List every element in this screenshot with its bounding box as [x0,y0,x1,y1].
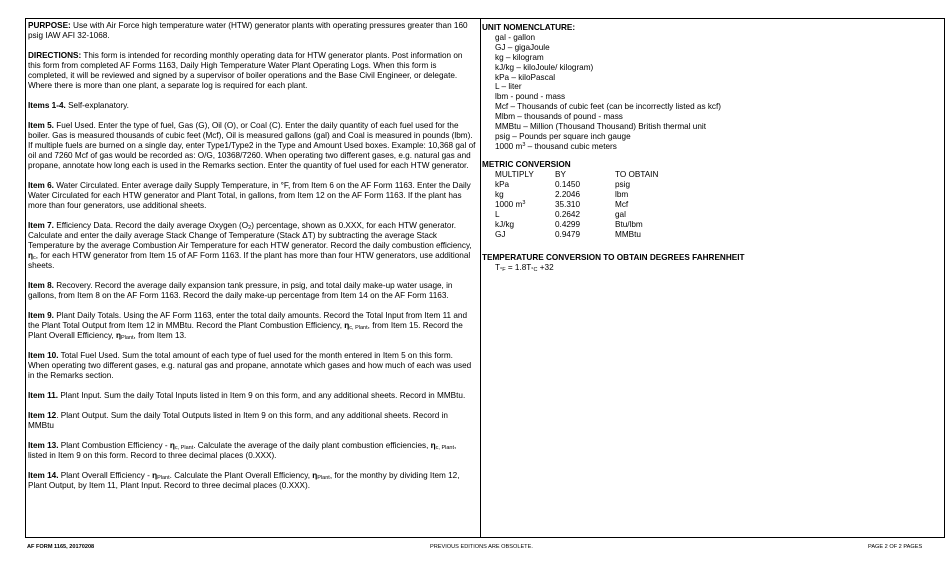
table-cell: Mcf [615,199,629,209]
header-cell: BY [555,169,566,179]
item9-paragraph [28,311,476,341]
item6-text: Water Circulated. Enter average daily Supply Temperature, in °F, from Item 6 on the AF Form 1163. Enter the Daily Water Circulated for each HTW generator and Plant Total, in gallons, from Item 12 on the AF Form 1163. If the plant has more than four generators, use additional sheets. [28,181,471,210]
item11-paragraph [28,391,476,401]
eta-subscript: c [33,255,36,261]
unit-item: L – liter [495,82,522,92]
purpose-paragraph [28,21,476,41]
temperature-formula [482,263,922,273]
item12-paragraph [28,411,476,431]
eta-subscript: c, Plant [174,445,194,451]
item7-text-1: Efficiency Data. Record the daily average Oxygen (O [56,221,249,230]
item14-text-2: . Calculate the Plant Overall Efficiency, [169,471,313,480]
temperature-conversion-title: TEMPERATURE CONVERSION TO OBTAIN DEGREES FAHRENHEIT [482,252,745,262]
obsolete-notice: PREVIOUS EDITIONS ARE OBSOLETE. [430,544,533,550]
item12-label: Item 12 [28,411,57,420]
item10-text: Total Fuel Used. Sum the total amount of each type of fuel used for the month entered in Item 5 on this form. When operating two different gases, e.g. natural gas and propane, annotate which gases and how much of each was used in the Remarks section. [28,351,472,380]
unit-item: lbm - pound - mass [495,92,566,102]
unit-item: gal - gallon [495,32,536,42]
item10-label: Item 10. [28,351,59,360]
item13-text-2: . Calculate the average of the daily plant combustion efficiencies, [193,441,431,450]
formula-end: +32 [537,262,554,272]
page-number: PAGE 2 OF 2 PAGES [868,544,923,550]
table-header-row [495,170,715,180]
metric-conversion-table [495,170,715,240]
unit-item: kPa – kiloPascal [495,72,556,82]
item7-paragraph [28,221,476,271]
eta-subscript: c, Plant [349,325,368,331]
eta-subscript: Plant [317,475,330,481]
unit-item: MMBtu – Million (Thousand Thousand) British thermal unit [495,122,706,132]
unit-nomenclature-title: UNIT NOMENCLATURE: [482,23,576,32]
table-cell: kg [495,189,504,199]
items1-4-text: Self-explanatory. [68,101,129,110]
table-row [495,210,715,220]
table-cell: Btu/lbm [615,219,643,229]
unit-item: GJ – gigaJoule [495,42,550,52]
eta-subscript: c, Plant [435,445,455,451]
fahrenheit-subscript: °F [500,266,506,273]
form-id: AF FORM 1165, 20170208 [27,544,95,550]
table-cell: 0.1450 [555,179,581,189]
item11-text: Plant Input. Sum the daily Total Inputs listed in Item 9 on this form, and any additional sheets. Record in MMBtu. [60,391,466,400]
item5-label: Item 5. [28,121,54,130]
unit-item [495,142,922,152]
eta-symbol: η [430,441,436,450]
table-row [495,190,715,200]
item14-label: Item 14. [28,471,59,480]
directions-text: This form is intended for recording monthly operating data for HTW generator plants. Post information on this form from completed AF Forms 1163, Daily High Temperature Water Plant Operating Logs. When this form is completed, it will be reviewed and signed by a supervisor of boiler operations and the Base Civil Engineer, or delegate. Where there is more than one plant, a separate log is required for each plant. [28,51,463,90]
unit-last-text: 1000 m [495,141,523,151]
item5-paragraph [28,121,476,171]
o2-subscript: 2 [248,225,252,231]
item13-label: Item 13. [28,441,59,450]
cubed-superscript: 3 [522,141,526,148]
directions-label: DIRECTIONS: [28,51,82,60]
table-cell: L [495,209,500,219]
directions-paragraph [28,51,476,91]
table-cell: GJ [495,229,506,239]
table-cell: psig [615,179,631,189]
table-cell: 0.9479 [555,229,581,239]
table-cell: 35.310 [555,199,581,209]
formula-t: T [495,262,501,272]
table-cell: kPa [495,179,510,189]
reference-column [482,23,922,273]
table-cell: 2.2046 [555,189,581,199]
item14-text-1: Plant Overall Efficiency - [60,471,153,480]
eta-symbol: η [28,251,34,260]
table-cell: gal [615,209,626,219]
eta-symbol: η [344,321,350,330]
item13-text-3: , listed in Item 9 on this form. Record to three decimal places (0.XXX). [28,441,457,460]
column-divider [480,19,481,537]
table-row [495,230,715,240]
celsius-subscript: °C [531,266,538,273]
eta-symbol: η [169,441,175,450]
eta-subscript: Plant [157,475,170,481]
item11-label: Item 11. [28,391,59,400]
item9-text-2: , from Item 15. Record the Plant Overall Efficiency, [28,321,463,340]
eta-symbol: η [152,471,158,480]
purpose-text: Use with Air Force high temperature water (HTW) generator plants with operating pressures greater than 160 psig IAW AFI 32-1068. [28,21,468,40]
header-cell: MULTIPLY [495,169,534,179]
item14-text-3: , for the monthy by dividing Item 12, Plant Output, by Item 11, Plant Input. Record to three decimal places (0.XXX). [28,471,460,490]
eta-symbol: η [312,471,318,480]
table-cell: kJ/kg [495,219,515,229]
item8-text: Recovery. Record the average daily expansion tank pressure, in psig, and total daily make-up water usage, in gallons, from Item 8 on the AF Form 1163. Record the daily make-up percentage from Item 14 on the AF Form 1163. [28,281,453,300]
cell-text: 1000 m [495,199,523,209]
item7-label: Item 7. [28,221,54,230]
item6-label: Item 6. [28,181,54,190]
purpose-label: PURPOSE: [28,21,71,30]
cubed-superscript: 3 [522,199,526,206]
item12-text: . Plant Output. Sum the daily Total Outputs listed in Item 9 on this form, and any additional sheets. Record in MMBtu [28,411,448,430]
item7-text-2: ) percentage, shown as 0.XXX, for each HTW generator. Calculate and enter the daily average Stack Change of Temperature (Stack ΔT) by subtracting the average Stack Temperature by the average Combustion Air Temperature for each HTW generator. Record the daily combustion efficiency, [28,221,472,250]
table-cell: 0.2642 [555,209,581,219]
table-row [495,220,715,230]
instructions-column [28,21,476,501]
unit-item: kg – kilogram [495,52,544,62]
table-cell [495,200,555,210]
table-cell: 0.4299 [555,219,581,229]
table-row [495,180,715,190]
unit-item: kJ/kg – kiloJoule/ kilogram) [495,62,594,72]
items1-4-paragraph [28,101,476,111]
table-row [495,200,715,210]
item9-text-3: , from Item 13. [133,331,187,340]
item9-label: Item 9. [28,311,54,320]
table-cell: MMBtu [615,229,641,239]
table-cell: lbm [615,189,629,199]
eta-symbol: η [115,331,121,340]
unit-list [482,33,922,152]
item14-paragraph [28,471,476,491]
item9-text-1: Plant Daily Totals. Using the AF Form 1163, enter the total daily amounts. Record the Total Input from Item 11 and the Plant Total Output from Item 12 in MMBtu. Record the Plant Combustion Efficiency, [28,311,468,330]
metric-conversion-title: METRIC CONVERSION [482,159,571,169]
unit-item: psig – Pounds per square inch gauge [495,131,631,141]
item13-text-1: Plant Combustion Efficiency - [60,441,170,450]
unit-item: Mlbm – thousands of pound - mass [495,112,623,122]
form-frame [25,18,945,538]
item13-paragraph [28,441,476,461]
item10-paragraph [28,351,476,381]
items1-4-label: Items 1-4. [28,101,66,110]
item7-text-3: , for each HTW generator from Item 15 of AF Form 1163. If the plant has more than four HTW generators, use additional sheets. [28,251,471,270]
unit-item: Mcf – Thousands of cubic feet (can be incorrectly listed as kcf) [495,102,722,112]
eta-subscript: Plant [121,335,134,341]
item5-text: Fuel Used. Enter the type of fuel, Gas (G), Oil (O), or Coal (C). Enter the daily quantity of each fuel used for the boiler. Gas is measured thousands of cubic feet (Mcf), Oil is measured gallons (gal) and Coal is measured in pounds (lbm). If multiple fuels are burned on a single day, enter Type1/Type2 in the Type and Amount Used boxes. Example: 10,368 gal of oil and 7260 Mcf of gas would be recorded as: O/G, 10368/7260. When operating two different gases, e.g. natural gas and propane, annotate how long each is used in the Remarks section. Enter the quantity of fuel used for each HTW generator. [28,121,476,170]
formula-mid: = 1.8T [505,262,532,272]
item8-paragraph [28,281,476,301]
item6-paragraph [28,181,476,211]
item8-label: Item 8. [28,281,54,290]
header-cell: TO OBTAIN [615,169,659,179]
unit-last-desc: – thousand cubic meters [525,141,617,151]
